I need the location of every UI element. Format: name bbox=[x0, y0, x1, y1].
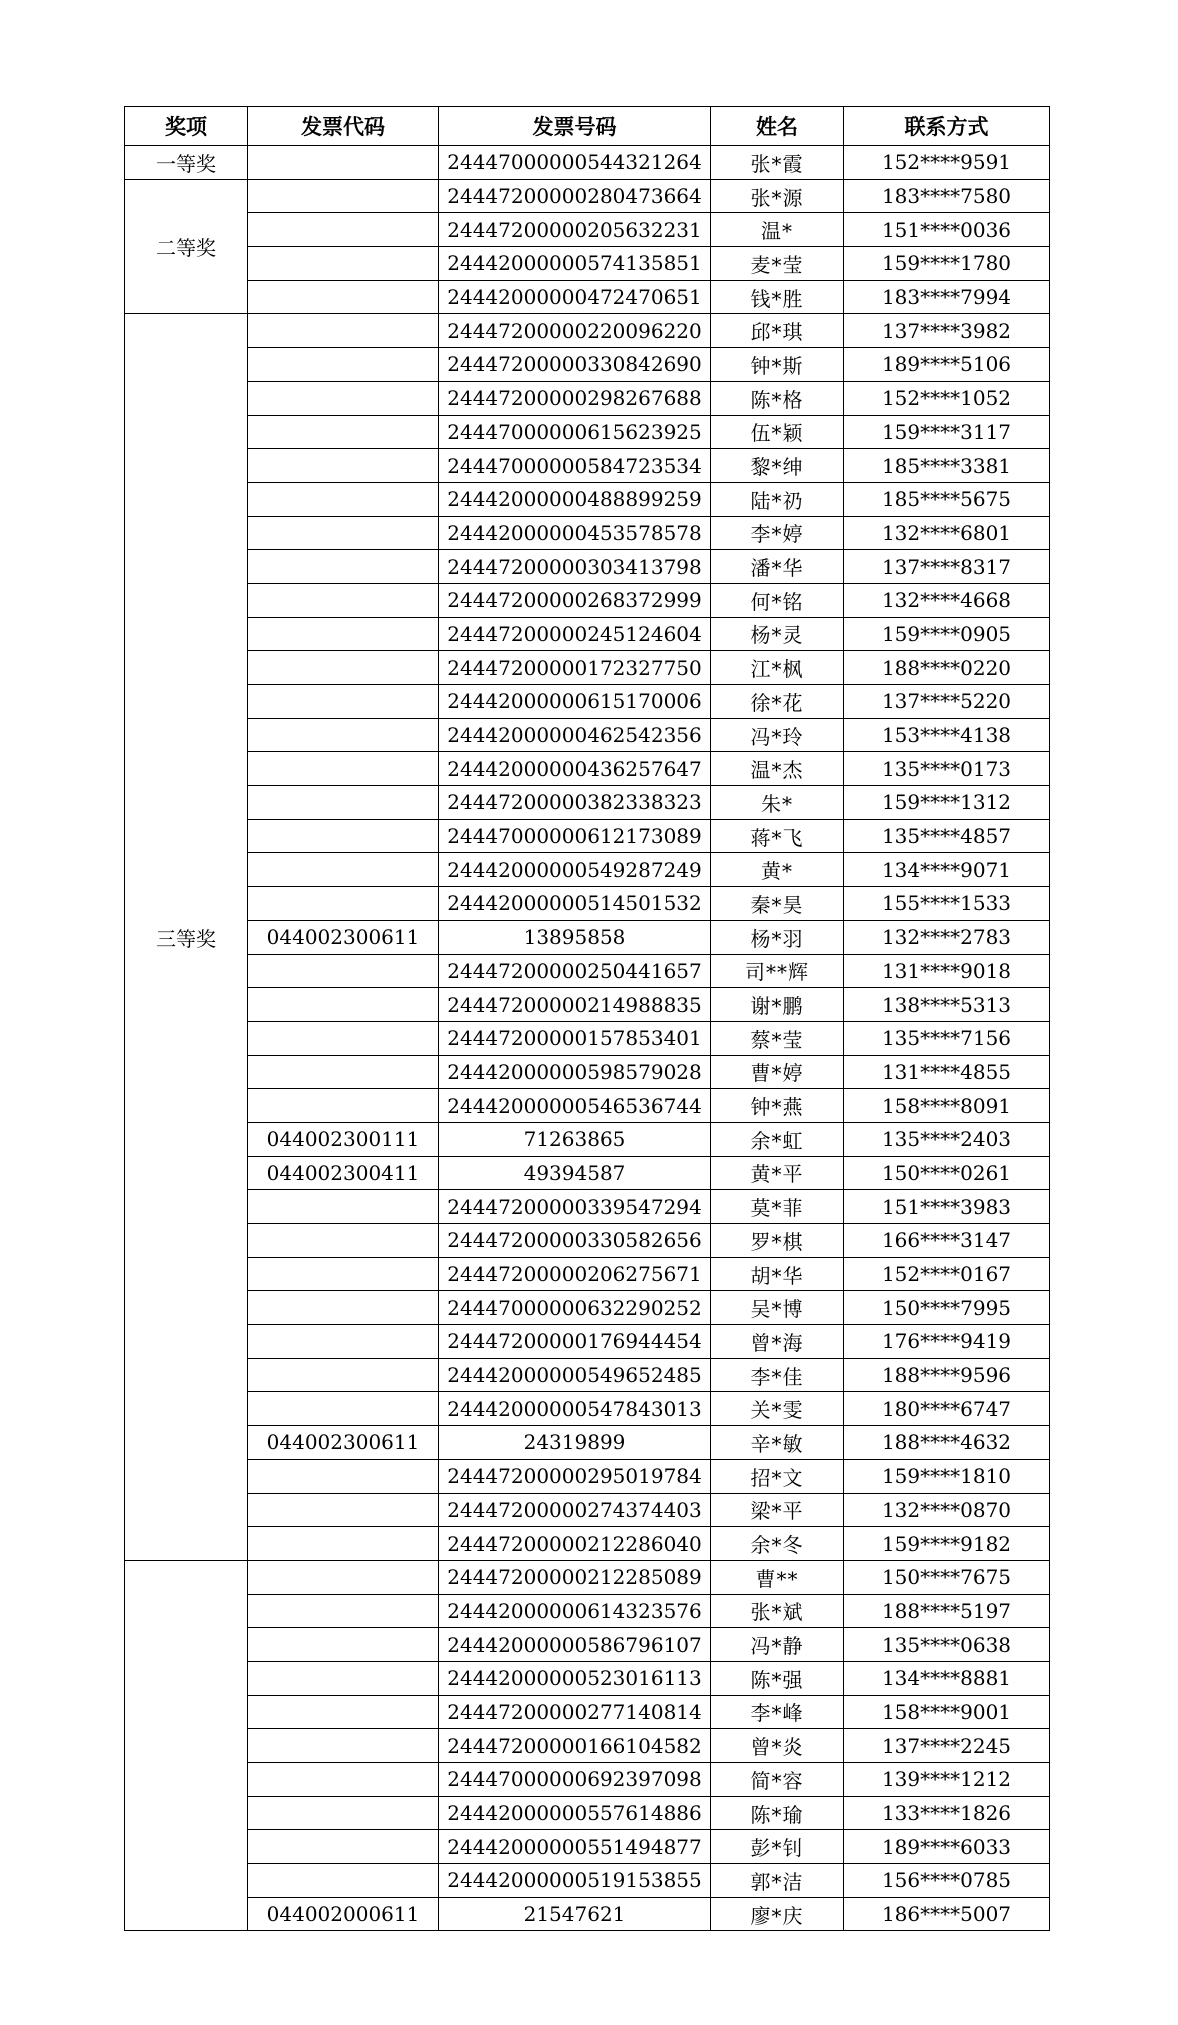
table-row bbox=[125, 617, 1050, 651]
name-cell: 朱* bbox=[711, 786, 844, 820]
table-row bbox=[125, 752, 1050, 786]
table-row bbox=[125, 583, 1050, 617]
invoice-number-cell: 24442000000547843013 bbox=[439, 1392, 711, 1426]
table-row bbox=[125, 685, 1050, 719]
table-row bbox=[125, 718, 1050, 752]
prize-cell: 二等奖 bbox=[125, 179, 248, 314]
contact-cell: 135****2403 bbox=[844, 1122, 1050, 1156]
contact-cell: 137****8317 bbox=[844, 550, 1050, 584]
name-cell: 钱*胜 bbox=[711, 280, 844, 314]
invoice-code-cell bbox=[248, 415, 439, 449]
table-row bbox=[125, 280, 1050, 314]
name-cell: 司**辉 bbox=[711, 954, 844, 988]
invoice-number-cell: 49394587 bbox=[439, 1156, 711, 1190]
table-row bbox=[125, 1190, 1050, 1224]
contact-cell: 159****1810 bbox=[844, 1459, 1050, 1493]
name-cell: 莫*菲 bbox=[711, 1190, 844, 1224]
invoice-code-cell bbox=[248, 1392, 439, 1426]
invoice-code-cell bbox=[248, 550, 439, 584]
name-cell: 张*斌 bbox=[711, 1594, 844, 1628]
name-cell: 郭*洁 bbox=[711, 1864, 844, 1898]
invoice-code-cell bbox=[248, 819, 439, 853]
invoice-number-cell: 24442000000598579028 bbox=[439, 1055, 711, 1089]
contact-cell: 131****9018 bbox=[844, 954, 1050, 988]
table-row bbox=[125, 1325, 1050, 1359]
name-cell: 关*雯 bbox=[711, 1392, 844, 1426]
contact-cell: 150****7675 bbox=[844, 1560, 1050, 1594]
invoice-code-cell bbox=[248, 1089, 439, 1123]
contact-cell: 132****2783 bbox=[844, 920, 1050, 954]
table-row bbox=[125, 887, 1050, 921]
contact-cell: 131****4855 bbox=[844, 1055, 1050, 1089]
header-invoice-number: 发票号码 bbox=[439, 107, 711, 146]
invoice-number-cell: 24447200000166104582 bbox=[439, 1729, 711, 1763]
table-row bbox=[125, 247, 1050, 281]
invoice-number-cell: 24447000000632290252 bbox=[439, 1291, 711, 1325]
table-row bbox=[125, 1257, 1050, 1291]
table-row bbox=[125, 1594, 1050, 1628]
name-cell: 陈*瑜 bbox=[711, 1796, 844, 1830]
name-cell: 曹*婷 bbox=[711, 1055, 844, 1089]
invoice-code-cell bbox=[248, 1055, 439, 1089]
invoice-number-cell: 24447200000280473664 bbox=[439, 179, 711, 213]
name-cell: 简*容 bbox=[711, 1763, 844, 1797]
name-cell: 余*冬 bbox=[711, 1527, 844, 1561]
table-row bbox=[125, 1729, 1050, 1763]
table-header bbox=[125, 107, 1050, 146]
name-cell: 曾*炎 bbox=[711, 1729, 844, 1763]
invoice-code-cell bbox=[248, 1493, 439, 1527]
table-row bbox=[125, 314, 1050, 348]
contact-cell: 159****1312 bbox=[844, 786, 1050, 820]
table-row bbox=[125, 381, 1050, 415]
invoice-number-cell: 24442000000614323576 bbox=[439, 1594, 711, 1628]
invoice-code-cell bbox=[248, 1864, 439, 1898]
invoice-code-cell bbox=[248, 583, 439, 617]
table-row bbox=[125, 415, 1050, 449]
name-cell: 谢*鹏 bbox=[711, 988, 844, 1022]
table-row bbox=[125, 1763, 1050, 1797]
contact-cell: 155****1533 bbox=[844, 887, 1050, 921]
table-row bbox=[125, 954, 1050, 988]
name-cell: 余*虹 bbox=[711, 1122, 844, 1156]
name-cell: 吴*博 bbox=[711, 1291, 844, 1325]
table-row bbox=[125, 1897, 1050, 1931]
invoice-code-cell bbox=[248, 280, 439, 314]
invoice-code-cell bbox=[248, 179, 439, 213]
table-row bbox=[125, 1560, 1050, 1594]
name-cell: 黎*绅 bbox=[711, 449, 844, 483]
invoice-number-cell: 24447200000157853401 bbox=[439, 1021, 711, 1055]
invoice-number-cell: 24447000000584723534 bbox=[439, 449, 711, 483]
invoice-number-cell: 24447200000205632231 bbox=[439, 213, 711, 247]
invoice-number-cell: 24442000000436257647 bbox=[439, 752, 711, 786]
contact-cell: 150****0261 bbox=[844, 1156, 1050, 1190]
name-cell: 李*佳 bbox=[711, 1358, 844, 1392]
table-row bbox=[125, 516, 1050, 550]
invoice-number-cell: 24447200000176944454 bbox=[439, 1325, 711, 1359]
contact-cell: 135****0638 bbox=[844, 1628, 1050, 1662]
invoice-number-cell: 24442000000574135851 bbox=[439, 247, 711, 281]
table-row bbox=[125, 1661, 1050, 1695]
invoice-code-cell bbox=[248, 247, 439, 281]
invoice-code-cell bbox=[248, 988, 439, 1022]
invoice-code-cell bbox=[248, 449, 439, 483]
prize-cell: 三等奖 bbox=[125, 314, 248, 1560]
header-invoice-code: 发票代码 bbox=[248, 107, 439, 146]
contact-cell: 156****0785 bbox=[844, 1864, 1050, 1898]
name-cell: 罗*棋 bbox=[711, 1224, 844, 1258]
table-row bbox=[125, 1392, 1050, 1426]
invoice-code-cell bbox=[248, 1830, 439, 1864]
name-cell: 秦*昊 bbox=[711, 887, 844, 921]
contact-cell: 183****7994 bbox=[844, 280, 1050, 314]
name-cell: 蔡*莹 bbox=[711, 1021, 844, 1055]
invoice-number-cell: 24447200000339547294 bbox=[439, 1190, 711, 1224]
table-row bbox=[125, 213, 1050, 247]
invoice-code-cell bbox=[248, 1325, 439, 1359]
name-cell: 钟*斯 bbox=[711, 348, 844, 382]
contact-cell: 134****9071 bbox=[844, 853, 1050, 887]
name-cell: 彭*钊 bbox=[711, 1830, 844, 1864]
contact-cell: 188****4632 bbox=[844, 1426, 1050, 1460]
invoice-code-cell: 044002300111 bbox=[248, 1122, 439, 1156]
contact-cell: 150****7995 bbox=[844, 1291, 1050, 1325]
invoice-number-cell: 24447000000692397098 bbox=[439, 1763, 711, 1797]
table-row bbox=[125, 988, 1050, 1022]
invoice-code-cell bbox=[248, 146, 439, 180]
invoice-code-cell bbox=[248, 786, 439, 820]
name-cell: 温* bbox=[711, 213, 844, 247]
invoice-number-cell: 24442000000549287249 bbox=[439, 853, 711, 887]
name-cell: 陈*强 bbox=[711, 1661, 844, 1695]
table-row bbox=[125, 1527, 1050, 1561]
contact-cell: 134****8881 bbox=[844, 1661, 1050, 1695]
name-cell: 何*铭 bbox=[711, 583, 844, 617]
table-row bbox=[125, 1358, 1050, 1392]
table-row bbox=[125, 853, 1050, 887]
contact-cell: 188****5197 bbox=[844, 1594, 1050, 1628]
name-cell: 蒋*飞 bbox=[711, 819, 844, 853]
invoice-code-cell bbox=[248, 1695, 439, 1729]
contact-cell: 159****9182 bbox=[844, 1527, 1050, 1561]
invoice-number-cell: 24447200000382338323 bbox=[439, 786, 711, 820]
contact-cell: 137****3982 bbox=[844, 314, 1050, 348]
invoice-code-cell bbox=[248, 1527, 439, 1561]
invoice-code-cell bbox=[248, 1358, 439, 1392]
contact-cell: 188****0220 bbox=[844, 651, 1050, 685]
invoice-code-cell bbox=[248, 1021, 439, 1055]
invoice-code-cell bbox=[248, 1796, 439, 1830]
invoice-number-cell: 24442000000546536744 bbox=[439, 1089, 711, 1123]
invoice-code-cell bbox=[248, 381, 439, 415]
prize-cell bbox=[125, 1560, 248, 1931]
name-cell: 李*峰 bbox=[711, 1695, 844, 1729]
invoice-code-cell: 044002300611 bbox=[248, 1426, 439, 1460]
invoice-number-cell: 24447200000268372999 bbox=[439, 583, 711, 617]
name-cell: 冯*玲 bbox=[711, 718, 844, 752]
contact-cell: 135****7156 bbox=[844, 1021, 1050, 1055]
invoice-code-cell bbox=[248, 1594, 439, 1628]
contact-cell: 132****6801 bbox=[844, 516, 1050, 550]
contact-cell: 137****5220 bbox=[844, 685, 1050, 719]
name-cell: 张*霞 bbox=[711, 146, 844, 180]
table-row bbox=[125, 1864, 1050, 1898]
name-cell: 曾*海 bbox=[711, 1325, 844, 1359]
invoice-code-cell bbox=[248, 853, 439, 887]
contact-cell: 183****7580 bbox=[844, 179, 1050, 213]
table-row bbox=[125, 146, 1050, 180]
contact-cell: 185****3381 bbox=[844, 449, 1050, 483]
invoice-number-cell: 24442000000523016113 bbox=[439, 1661, 711, 1695]
invoice-code-cell bbox=[248, 1628, 439, 1662]
invoice-code-cell bbox=[248, 1224, 439, 1258]
invoice-code-cell bbox=[248, 685, 439, 719]
name-cell: 黄*平 bbox=[711, 1156, 844, 1190]
invoice-code-cell bbox=[248, 954, 439, 988]
table-row bbox=[125, 1055, 1050, 1089]
table-row bbox=[125, 179, 1050, 213]
name-cell: 温*杰 bbox=[711, 752, 844, 786]
name-cell: 李*婷 bbox=[711, 516, 844, 550]
contact-cell: 139****1212 bbox=[844, 1763, 1050, 1797]
invoice-code-cell bbox=[248, 651, 439, 685]
winners-table bbox=[124, 106, 1050, 1931]
invoice-code-cell: 044002000611 bbox=[248, 1897, 439, 1931]
invoice-number-cell: 24447200000298267688 bbox=[439, 381, 711, 415]
contact-cell: 158****9001 bbox=[844, 1695, 1050, 1729]
invoice-number-cell: 24447200000245124604 bbox=[439, 617, 711, 651]
contact-cell: 176****9419 bbox=[844, 1325, 1050, 1359]
invoice-number-cell: 24447200000330842690 bbox=[439, 348, 711, 382]
contact-cell: 158****8091 bbox=[844, 1089, 1050, 1123]
invoice-number-cell: 24447200000206275671 bbox=[439, 1257, 711, 1291]
invoice-number-cell: 24447200000274374403 bbox=[439, 1493, 711, 1527]
contact-cell: 135****4857 bbox=[844, 819, 1050, 853]
name-cell: 伍*颖 bbox=[711, 415, 844, 449]
invoice-number-cell: 13895858 bbox=[439, 920, 711, 954]
invoice-number-cell: 24447200000172327750 bbox=[439, 651, 711, 685]
name-cell: 胡*华 bbox=[711, 1257, 844, 1291]
table-row bbox=[125, 651, 1050, 685]
name-cell: 冯*静 bbox=[711, 1628, 844, 1662]
name-cell: 陈*格 bbox=[711, 381, 844, 415]
contact-cell: 152****1052 bbox=[844, 381, 1050, 415]
header-contact: 联系方式 bbox=[844, 107, 1050, 146]
name-cell: 曹** bbox=[711, 1560, 844, 1594]
name-cell: 廖*庆 bbox=[711, 1897, 844, 1931]
table-row bbox=[125, 1156, 1050, 1190]
header-name: 姓名 bbox=[711, 107, 844, 146]
invoice-number-cell: 24442000000472470651 bbox=[439, 280, 711, 314]
invoice-code-cell bbox=[248, 617, 439, 651]
contact-cell: 159****0905 bbox=[844, 617, 1050, 651]
contact-cell: 188****9596 bbox=[844, 1358, 1050, 1392]
invoice-number-cell: 24442000000462542356 bbox=[439, 718, 711, 752]
contact-cell: 133****1826 bbox=[844, 1796, 1050, 1830]
invoice-number-cell: 24442000000519153855 bbox=[439, 1864, 711, 1898]
table-row bbox=[125, 1122, 1050, 1156]
invoice-code-cell bbox=[248, 482, 439, 516]
invoice-code-cell bbox=[248, 213, 439, 247]
contact-cell: 166****3147 bbox=[844, 1224, 1050, 1258]
name-cell: 钟*燕 bbox=[711, 1089, 844, 1123]
invoice-number-cell: 24442000000586796107 bbox=[439, 1628, 711, 1662]
invoice-number-cell: 24447200000303413798 bbox=[439, 550, 711, 584]
table-row bbox=[125, 819, 1050, 853]
table-row bbox=[125, 1021, 1050, 1055]
invoice-code-cell bbox=[248, 516, 439, 550]
invoice-number-cell: 21547621 bbox=[439, 1897, 711, 1931]
invoice-code-cell bbox=[248, 1763, 439, 1797]
contact-cell: 152****0167 bbox=[844, 1257, 1050, 1291]
table-row bbox=[125, 550, 1050, 584]
invoice-code-cell bbox=[248, 887, 439, 921]
invoice-number-cell: 24447200000295019784 bbox=[439, 1459, 711, 1493]
contact-cell: 151****3983 bbox=[844, 1190, 1050, 1224]
invoice-code-cell bbox=[248, 1661, 439, 1695]
name-cell: 麦*莹 bbox=[711, 247, 844, 281]
contact-cell: 186****5007 bbox=[844, 1897, 1050, 1931]
invoice-number-cell: 24447200000212285089 bbox=[439, 1560, 711, 1594]
table-row bbox=[125, 1695, 1050, 1729]
table-row bbox=[125, 1089, 1050, 1123]
name-cell: 张*源 bbox=[711, 179, 844, 213]
contact-cell: 153****4138 bbox=[844, 718, 1050, 752]
invoice-number-cell: 24447200000220096220 bbox=[439, 314, 711, 348]
invoice-code-cell bbox=[248, 348, 439, 382]
invoice-number-cell: 24442000000488899259 bbox=[439, 482, 711, 516]
table-row bbox=[125, 449, 1050, 483]
invoice-number-cell: 24447200000277140814 bbox=[439, 1695, 711, 1729]
contact-cell: 132****0870 bbox=[844, 1493, 1050, 1527]
contact-cell: 185****5675 bbox=[844, 482, 1050, 516]
table-row bbox=[125, 1628, 1050, 1662]
invoice-number-cell: 24447000000612173089 bbox=[439, 819, 711, 853]
table-row bbox=[125, 1830, 1050, 1864]
name-cell: 陆*礽 bbox=[711, 482, 844, 516]
table-row bbox=[125, 348, 1050, 382]
contact-cell: 152****9591 bbox=[844, 146, 1050, 180]
invoice-code-cell bbox=[248, 1560, 439, 1594]
name-cell: 徐*花 bbox=[711, 685, 844, 719]
contact-cell: 159****3117 bbox=[844, 415, 1050, 449]
invoice-code-cell: 044002300611 bbox=[248, 920, 439, 954]
name-cell: 邱*琪 bbox=[711, 314, 844, 348]
name-cell: 梁*平 bbox=[711, 1493, 844, 1527]
table-row bbox=[125, 920, 1050, 954]
invoice-number-cell: 24447000000544321264 bbox=[439, 146, 711, 180]
table-row bbox=[125, 1224, 1050, 1258]
invoice-code-cell bbox=[248, 718, 439, 752]
contact-cell: 137****2245 bbox=[844, 1729, 1050, 1763]
contact-cell: 189****5106 bbox=[844, 348, 1050, 382]
name-cell: 江*枫 bbox=[711, 651, 844, 685]
name-cell: 杨*灵 bbox=[711, 617, 844, 651]
table-row bbox=[125, 482, 1050, 516]
invoice-number-cell: 24447200000212286040 bbox=[439, 1527, 711, 1561]
header-prize: 奖项 bbox=[125, 107, 248, 146]
invoice-number-cell: 24442000000514501532 bbox=[439, 887, 711, 921]
contact-cell: 159****1780 bbox=[844, 247, 1050, 281]
invoice-number-cell: 24447200000330582656 bbox=[439, 1224, 711, 1258]
invoice-number-cell: 24442000000549652485 bbox=[439, 1358, 711, 1392]
invoice-code-cell bbox=[248, 1291, 439, 1325]
invoice-number-cell: 24447200000214988835 bbox=[439, 988, 711, 1022]
header-row bbox=[125, 107, 1050, 146]
contact-cell: 132****4668 bbox=[844, 583, 1050, 617]
contact-cell: 135****0173 bbox=[844, 752, 1050, 786]
invoice-number-cell: 24442000000453578578 bbox=[439, 516, 711, 550]
invoice-code-cell bbox=[248, 1729, 439, 1763]
table-row bbox=[125, 1796, 1050, 1830]
invoice-number-cell: 24442000000551494877 bbox=[439, 1830, 711, 1864]
contact-cell: 180****6747 bbox=[844, 1392, 1050, 1426]
name-cell: 潘*华 bbox=[711, 550, 844, 584]
table-row bbox=[125, 1493, 1050, 1527]
invoice-code-cell bbox=[248, 1190, 439, 1224]
table-row bbox=[125, 1459, 1050, 1493]
invoice-code-cell: 044002300411 bbox=[248, 1156, 439, 1190]
name-cell: 黄* bbox=[711, 853, 844, 887]
name-cell: 杨*羽 bbox=[711, 920, 844, 954]
prize-cell: 一等奖 bbox=[125, 146, 248, 180]
invoice-number-cell: 24447000000615623925 bbox=[439, 415, 711, 449]
contact-cell: 151****0036 bbox=[844, 213, 1050, 247]
invoice-code-cell bbox=[248, 314, 439, 348]
table-body bbox=[125, 146, 1050, 1931]
name-cell: 招*文 bbox=[711, 1459, 844, 1493]
invoice-number-cell: 24442000000615170006 bbox=[439, 685, 711, 719]
name-cell: 辛*敏 bbox=[711, 1426, 844, 1460]
contact-cell: 189****6033 bbox=[844, 1830, 1050, 1864]
invoice-code-cell bbox=[248, 1459, 439, 1493]
invoice-number-cell: 24442000000557614886 bbox=[439, 1796, 711, 1830]
invoice-code-cell bbox=[248, 752, 439, 786]
table-row bbox=[125, 1291, 1050, 1325]
contact-cell: 138****5313 bbox=[844, 988, 1050, 1022]
invoice-number-cell: 24319899 bbox=[439, 1426, 711, 1460]
table-row bbox=[125, 1426, 1050, 1460]
invoice-code-cell bbox=[248, 1257, 439, 1291]
table-row bbox=[125, 786, 1050, 820]
invoice-number-cell: 24447200000250441657 bbox=[439, 954, 711, 988]
invoice-number-cell: 71263865 bbox=[439, 1122, 711, 1156]
